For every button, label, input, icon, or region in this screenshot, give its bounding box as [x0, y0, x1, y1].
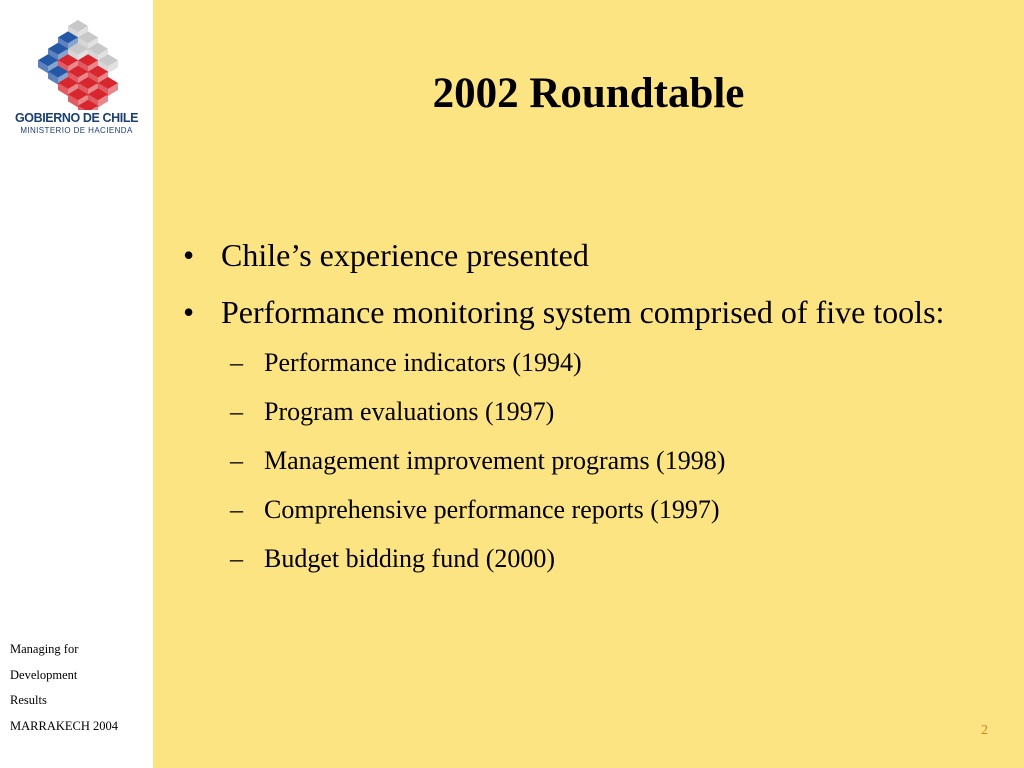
footer-line: Development [10, 667, 78, 682]
bullet-text: Chile’s experience presented [221, 237, 589, 273]
slide-title: 2002 Roundtable [432, 70, 745, 117]
logo-subtitle: MINISTERIO DE HACIENDA [20, 126, 133, 135]
bullet-item [183, 289, 983, 336]
footer-line: Results [10, 693, 47, 707]
bullet-marker: • [183, 294, 195, 330]
sub-bullet-text: Budget bidding fund (2000) [264, 544, 556, 573]
page-number: 2 [981, 723, 988, 738]
sub-bullet-item [183, 491, 983, 529]
dash-marker: – [230, 446, 243, 475]
gobierno-de-chile-logo-icon [30, 12, 130, 110]
footer-notes [10, 637, 118, 739]
sub-bullet-item [183, 393, 983, 431]
dash-marker: – [230, 348, 243, 377]
footer-line: MARRAKECH 2004 [10, 718, 118, 733]
logo-title: GOBIERNO DE CHILE [14, 111, 139, 125]
sub-bullet-item [183, 442, 983, 480]
dash-marker: – [230, 544, 243, 573]
sub-bullet-text: Performance indicators (1994) [264, 348, 582, 377]
sidebar [0, 0, 153, 768]
dash-marker: – [230, 495, 243, 524]
bullet-item [183, 232, 983, 279]
footer-line: Managing for [10, 642, 79, 656]
sub-bullet-text: Comprehensive performance reports (1997) [264, 495, 720, 524]
bullet-list [183, 232, 983, 578]
sub-bullet-item [183, 344, 983, 382]
sub-bullet-text: Program evaluations (1997) [264, 397, 555, 426]
bullet-text: Performance monitoring system comprised of five tools: [221, 294, 945, 330]
bullet-marker: • [183, 237, 195, 273]
dash-marker: – [230, 397, 243, 426]
sub-bullet-text: Management improvement programs (1998) [264, 446, 726, 475]
sub-bullet-item [183, 540, 983, 578]
